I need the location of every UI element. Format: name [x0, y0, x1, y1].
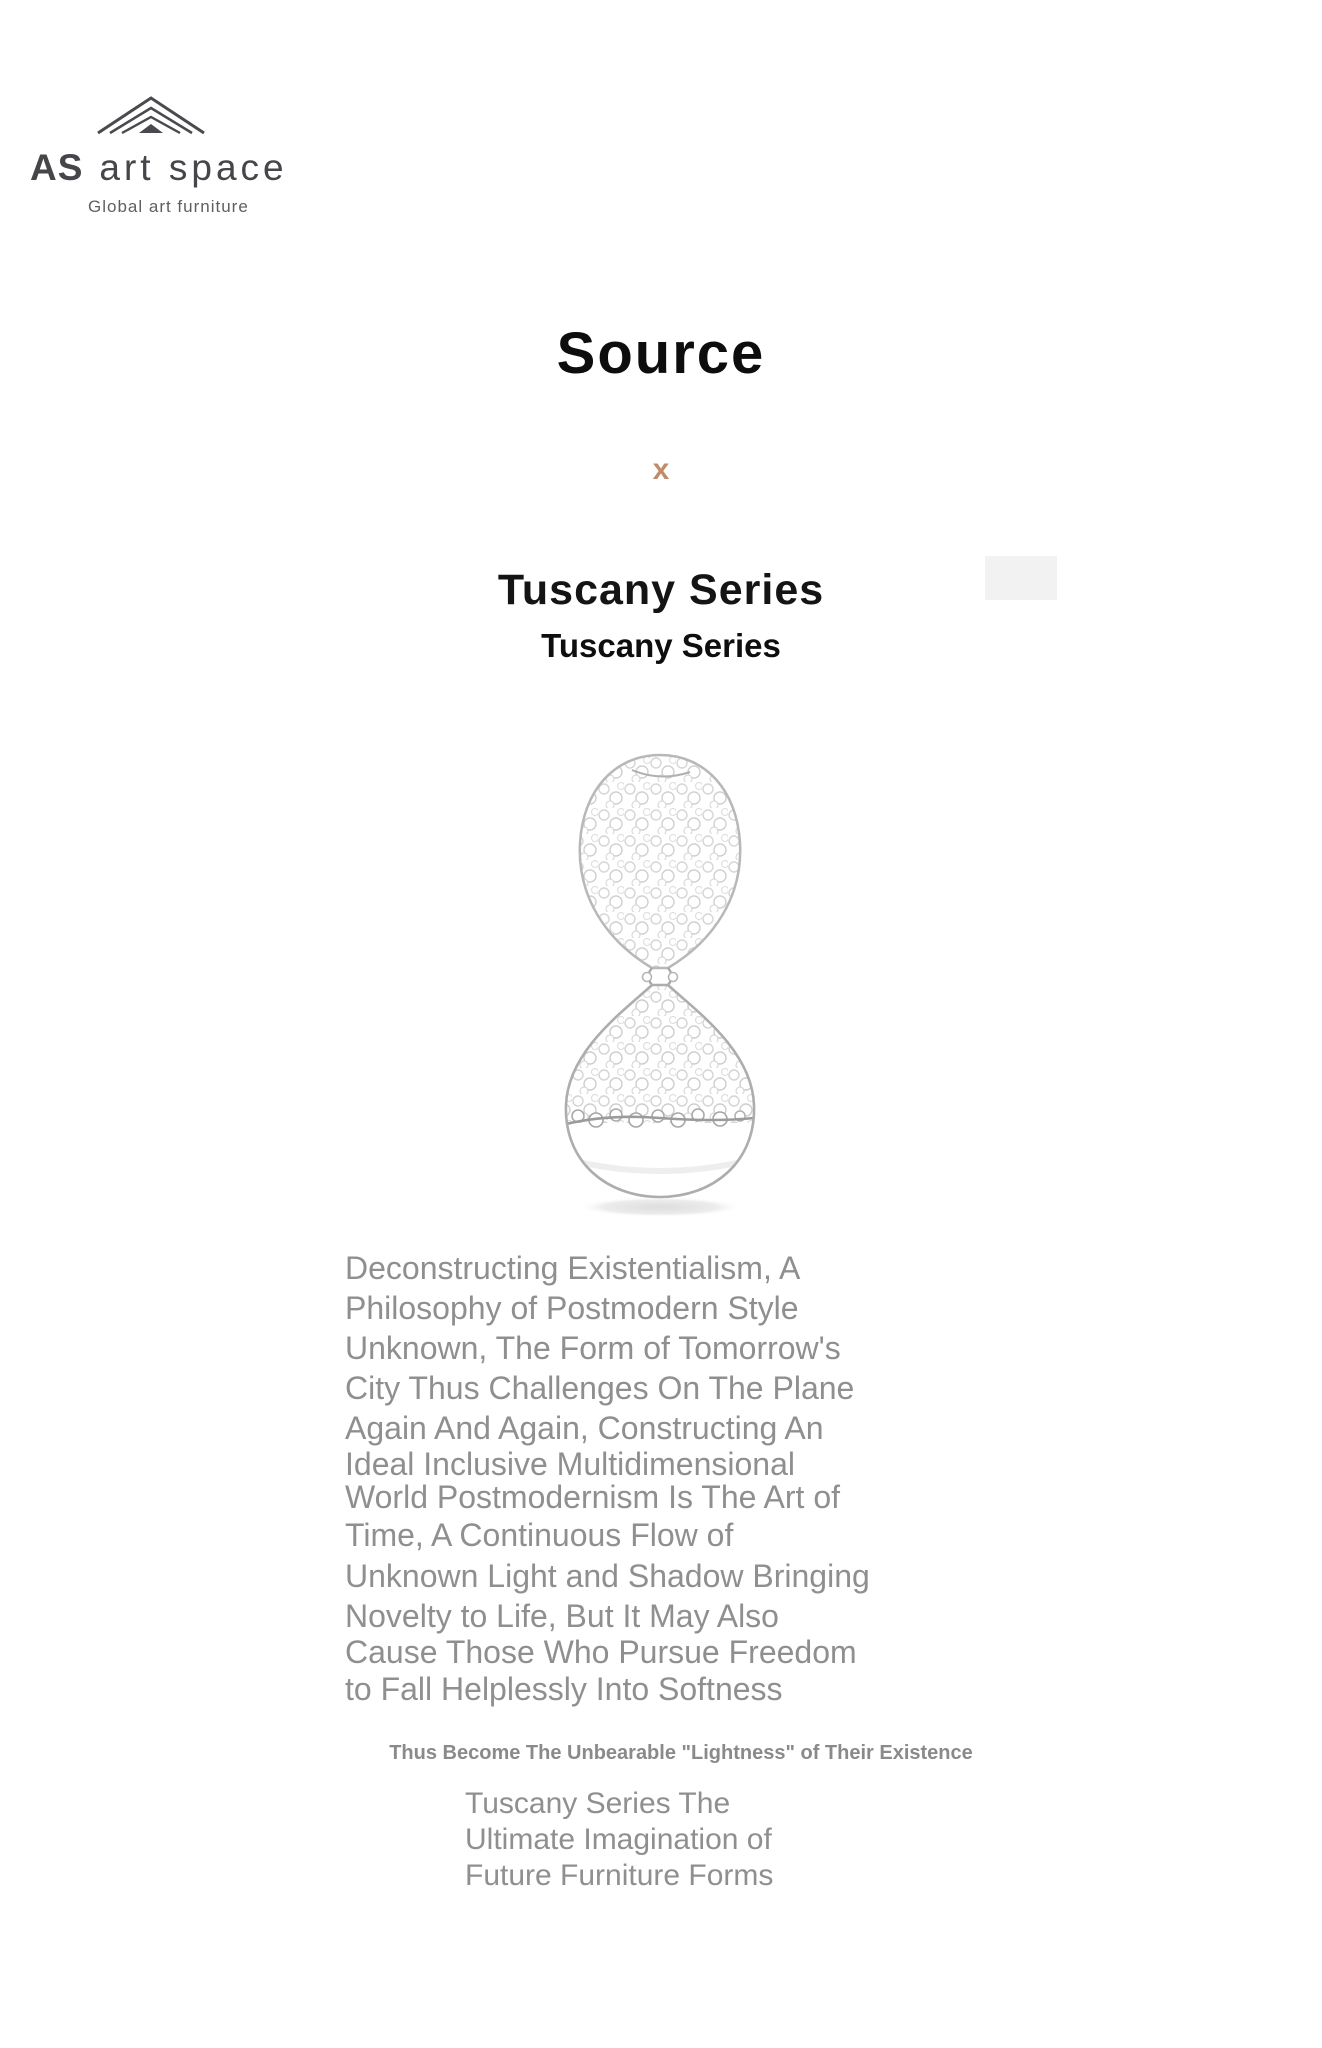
- divider-x: x: [652, 453, 670, 486]
- series-title: Tuscany Series: [497, 566, 825, 614]
- series-subtitle: Tuscany Series: [541, 627, 781, 664]
- intro-line: to Fall Helplessly Into Softness: [345, 1671, 783, 1707]
- intro-line: Deconstructing Existentialism, A: [345, 1250, 801, 1286]
- brand-mark: AS: [30, 147, 84, 188]
- brand-text: [30, 147, 288, 189]
- intro-line: Ideal Inclusive Multidimensional: [345, 1446, 795, 1482]
- hourglass-image: [520, 730, 800, 1235]
- intro-line: Time, A Continuous Flow of: [345, 1517, 734, 1553]
- roof-icon: [95, 86, 207, 143]
- intro-line: City Thus Challenges On The Plane: [345, 1370, 855, 1406]
- brand-name: art space: [99, 147, 288, 188]
- closing-line: Tuscany Series The: [465, 1787, 731, 1820]
- closing-line: Ultimate Imagination of: [465, 1823, 772, 1856]
- emphasis-line: Thus Become The Unbearable "Lightness" of Their Existence: [389, 1742, 973, 1764]
- closing-line: Future Furniture Forms: [465, 1859, 774, 1892]
- intro-line: Unknown, The Form of Tomorrow's: [345, 1330, 841, 1366]
- faint-rectangle: [985, 556, 1057, 600]
- intro-line: Philosophy of Postmodern Style: [345, 1290, 799, 1326]
- intro-line: Again And Again, Constructing An: [345, 1410, 824, 1446]
- closing-paragraph: [465, 1786, 773, 1894]
- brand-tagline: Global art furniture: [88, 197, 249, 216]
- page-title: Source: [556, 321, 766, 386]
- intro-line: World Postmodernism Is The Art of: [345, 1479, 840, 1515]
- intro-line: Novelty to Life, But It May Also: [345, 1598, 779, 1634]
- intro-line: Unknown Light and Shadow Bringing: [345, 1558, 870, 1594]
- intro-line: Cause Those Who Pursue Freedom: [345, 1634, 857, 1670]
- intro-paragraph: [345, 1248, 1005, 1709]
